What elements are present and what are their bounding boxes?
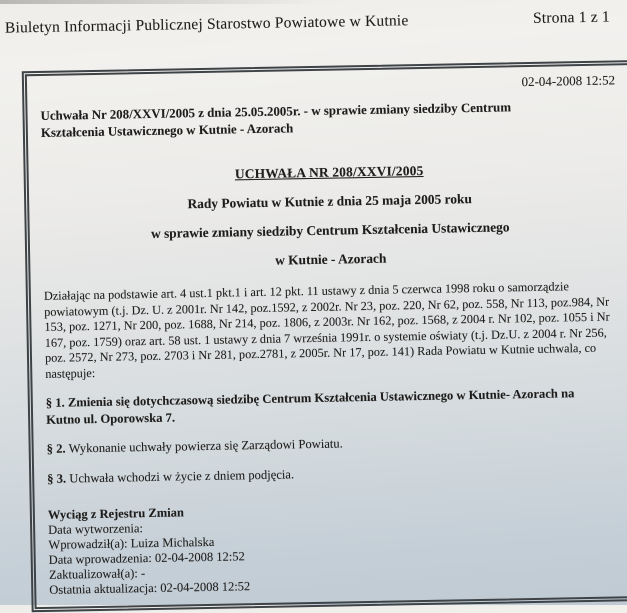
print-timestamp: 02-04-2008 12:52 [521, 72, 616, 90]
section-paragraph-1 [46, 384, 622, 429]
resolution-summary: Uchwała Nr 208/XXVI/2005 z dnia 25.05.2005r. - w sprawie zmiany siedziby Centrum Kształcenia Ustawicznego w Kutnie - Azorach [40, 100, 512, 140]
section-paragraph-3 [47, 460, 622, 488]
registry-updated-by-line: Zaktualizował(a): - [48, 565, 146, 582]
registry-title: Wyciąg z Rejestru Zmian [47, 505, 184, 522]
registry-entered-by-line: Wprowadził(a): Luiza Michalska [48, 534, 215, 552]
document-frame [22, 60, 627, 612]
legal-preamble: Działając na podstawie art. 4 ust.1 pkt.1 i art. 12 pkt. 11 ustawy z dnia 5 czerwca 1998 roku o samorządzie powiatowym (t.j. Dz. U. z 2001r. Nr 142, poz.1592, z 2002r. Nr 23, poz. 220, Nr 62, poz. 558, Nr 113, poz.984, Nr 153, poz. 1271, Nr 200, poz. 1688, Nr 214, poz. 1806, z 2003r. Nr 162, poz. 1568, z 2004 r. Nr 102, poz. 1055 i Nr 167, poz. 1759) oraz art. 58 ust. 1 ustawy z dnia 7 września 1991r. o systemie oświaty (t.j. Dz.U. z 2004 r. Nr 256, poz. 2572, Nr 273, poz. 2703 i Nr 281, poz.2781, z 2005r. Nr 17, poz. 141) Rada Powiatu w Kutnie uchwala, co następuje: [43, 279, 610, 381]
print-header [5, 9, 610, 38]
change-registry [48, 497, 625, 598]
registry-last-update-line: Ostatnia aktualizacja: 02-04-2008 12:52 [49, 578, 251, 597]
bulletin-title: Biuletyn Informacji Publicznej Starostwo Powiatowe w Kutnie [4, 12, 409, 37]
resolution-number-heading: UCHWAŁA NR 208/XXVI/2005 [234, 162, 424, 182]
section-2-text: Wykonanie uchwały powierza się Zarządowi Powiatu. [68, 436, 343, 456]
resolution-issuer-heading: Rady Powiatu w Kutnie z dnia 25 maja 2005 roku [187, 191, 472, 212]
registry-created-line: Data wytworzenia: [48, 520, 144, 537]
registry-entered-date-line: Data wprowadzenia: 02-04-2008 12:52 [48, 549, 245, 567]
resolution-subject-heading: w sprawie zmiany siedziby Centrum Kształcenia Ustawicznego [150, 219, 510, 241]
section-1-symbol: § 1. [45, 395, 69, 410]
section-3-text: Uchwała wchodzi w życie z dniem podjęcia. [69, 467, 295, 486]
section-1-text: Zmienia się dotychczasową siedzibę Centrum Kształcenia Ustawicznego w Kutnie- Azorach na Kutno ul. Oporowska 7. [46, 385, 575, 427]
section-2-symbol: § 2. [46, 441, 69, 457]
section-3-symbol: § 3. [47, 471, 70, 486]
page-number: Strona 1 z 1 [532, 8, 611, 27]
resolution-location-heading: w Kutnie - Azorach [275, 250, 387, 268]
section-paragraph-2 [47, 431, 622, 459]
